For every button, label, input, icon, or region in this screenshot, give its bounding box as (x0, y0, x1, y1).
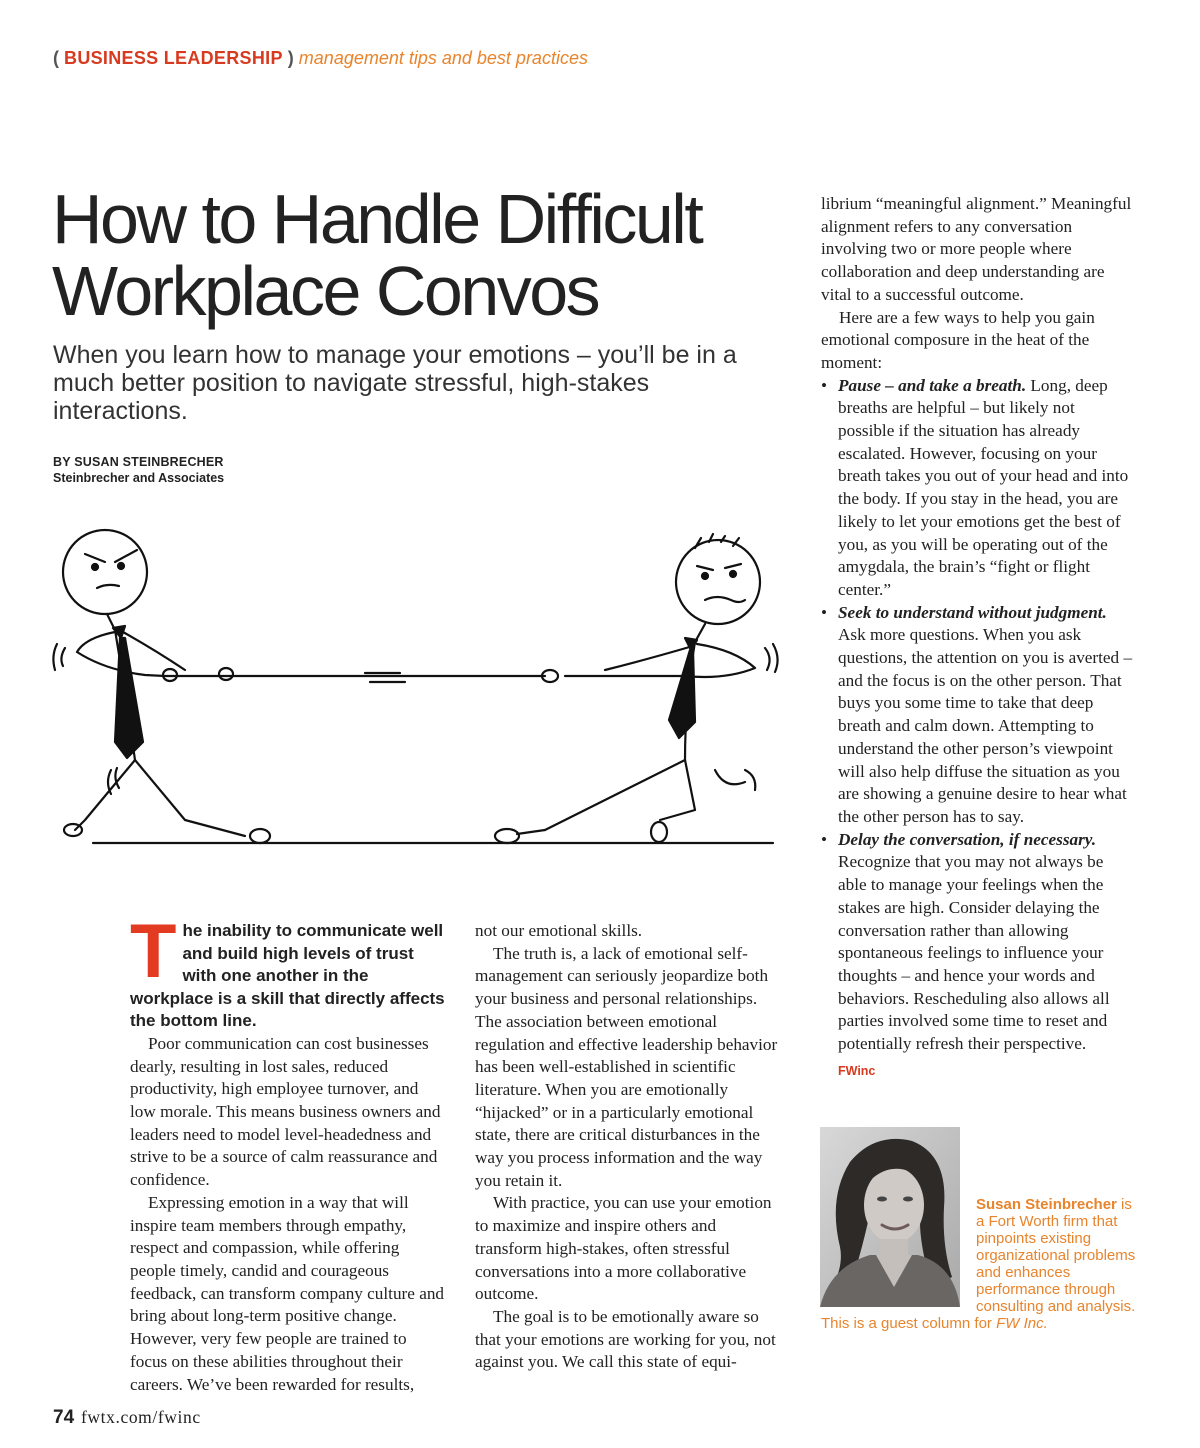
section-header (53, 48, 588, 69)
tip-lead: Pause – and take a breath. (838, 375, 1027, 395)
author-bio-text: is a Fort Worth firm that pinpoints existing organizational problems and enhances performance through consulting and analysis. This is a guest column for (821, 1196, 1136, 1332)
byline-author: BY SUSAN STEINBRECHER (53, 455, 224, 469)
section-tagline: management tips and best practices (298, 48, 588, 68)
article-column-3 (821, 193, 1133, 1082)
body-paragraph: Here are a few ways to help you gain emotional composure in the heat of the moment: (821, 307, 1095, 372)
publication-name: FW Inc. (996, 1315, 1048, 1332)
byline (53, 454, 224, 486)
byline-organization: Steinbrecher and Associates (53, 471, 225, 485)
section-name: BUSINESS LEADERSHIP (64, 48, 283, 68)
body-paragraph: With practice, you can use your emotion to maximize and inspire others and transform high-stakes, often stressful conversations into a more collaborative outcome. (475, 1193, 772, 1304)
author-name: Susan Steinbrecher (976, 1196, 1117, 1213)
list-item (821, 375, 1133, 602)
tips-list (821, 375, 1133, 1056)
tug-of-war-stick-figures-icon (45, 520, 780, 860)
body-paragraph: The goal is to be emotionally aware so that your emotions are working for you, not against you. We call this state of equi- (475, 1306, 776, 1372)
article-headline (52, 180, 772, 330)
intro-paragraph (130, 909, 445, 1033)
tip-lead: Delay the conversation, if necessary. (838, 829, 1097, 849)
article-deck: When you learn how to manage your emotions – you’ll be in a much better position to navigate stressful, high-stakes interactions. (53, 341, 737, 425)
body-paragraph: librium “meaningful alignment.” Meaningful alignment refers to any conversation involving two or more people where collaboration and deep understanding are vital to a successful outcome. (821, 194, 1132, 304)
body-paragraph: not our emotional skills. (475, 921, 643, 940)
article-column-2 (475, 920, 787, 1374)
bullet-icon: • (821, 829, 828, 849)
body-paragraph: Expressing emotion in a way that will inspire team members through empathy, respect and compassion, while offering people timely, candid and courageous feedback, can transform company culture and bring about long-term positive change. However, very few people are trained to focus on these abilities throughout their careers. We’ve been rewarded for results, (130, 1192, 445, 1394)
tip-text: Long, deep breaths are helpful – but likely not possible if the situation has already escalated. However, focusing on your breath takes you out of your head and into the body. If you stay in the head, you are likely to let your emotions get the best of you, as you will be operating out of the amygdala, the brain’s “fight or flight center.” (838, 375, 1129, 599)
signoff: FWinc (838, 1063, 876, 1078)
body-paragraph: The truth is, a lack of emotional self-management can seriously jeopardize both your business and personal relationships. The association between emotional regulation and effective leadership behavior has been well-established in scientific literature. When you are emotionally “hijacked” or in a particularly emotional state, there are critical disturbances in the way you process information and the way you retain it. (475, 943, 778, 1190)
body-paragraph: Poor communication can cost businesses dearly, resulting in lost sales, reduced productivity, high employee turnover, and low morale. This means business owners and leaders need to model level-headedness and strive to be a source of calm reassurance and confidence. (130, 1033, 441, 1190)
headline-line-2: Workplace Convos (52, 252, 599, 330)
author-bio (821, 1196, 1141, 1332)
photo-spacer (821, 1196, 976, 1309)
page-number: 74 (53, 1407, 75, 1428)
list-item (821, 829, 1133, 1056)
intro-text: he inability to communicate well and build high levels of trust with one another in the workplace is a skill that directly affects the bottom line. (130, 921, 445, 1031)
section-close-paren: ) (287, 48, 294, 68)
list-item (821, 602, 1133, 829)
bullet-icon: • (821, 375, 828, 395)
bullet-icon: • (821, 602, 828, 622)
section-open-paren: ( (53, 48, 59, 68)
tip-text: Ask more questions. When you ask questions, the attention on you is averted – and the focus is on the other person. That buys you some time to take that deep breath and calm down. Attempting to understand the other person’s viewpoint will also help diffuse the situation as you are showing a genuine desire to hear what the other person has to say. (838, 625, 1133, 826)
tip-text: Recognize that you may not always be able to manage your feelings when the stakes are high. Consider delaying the conversation rather than allowing spontaneous feelings to influence your thoughts – and hence your words and behaviors. Rescheduling also allows all parties involved some time to reset and potentially refresh their perspective. (838, 852, 1110, 1054)
tip-lead: Seek to understand without judgment. (838, 602, 1107, 622)
footer-url: fwtx.com/fwinc (81, 1407, 201, 1427)
drop-cap: T (130, 909, 177, 994)
headline-line-1: How to Handle Difficult (52, 180, 702, 258)
article-column-1 (130, 909, 445, 1396)
